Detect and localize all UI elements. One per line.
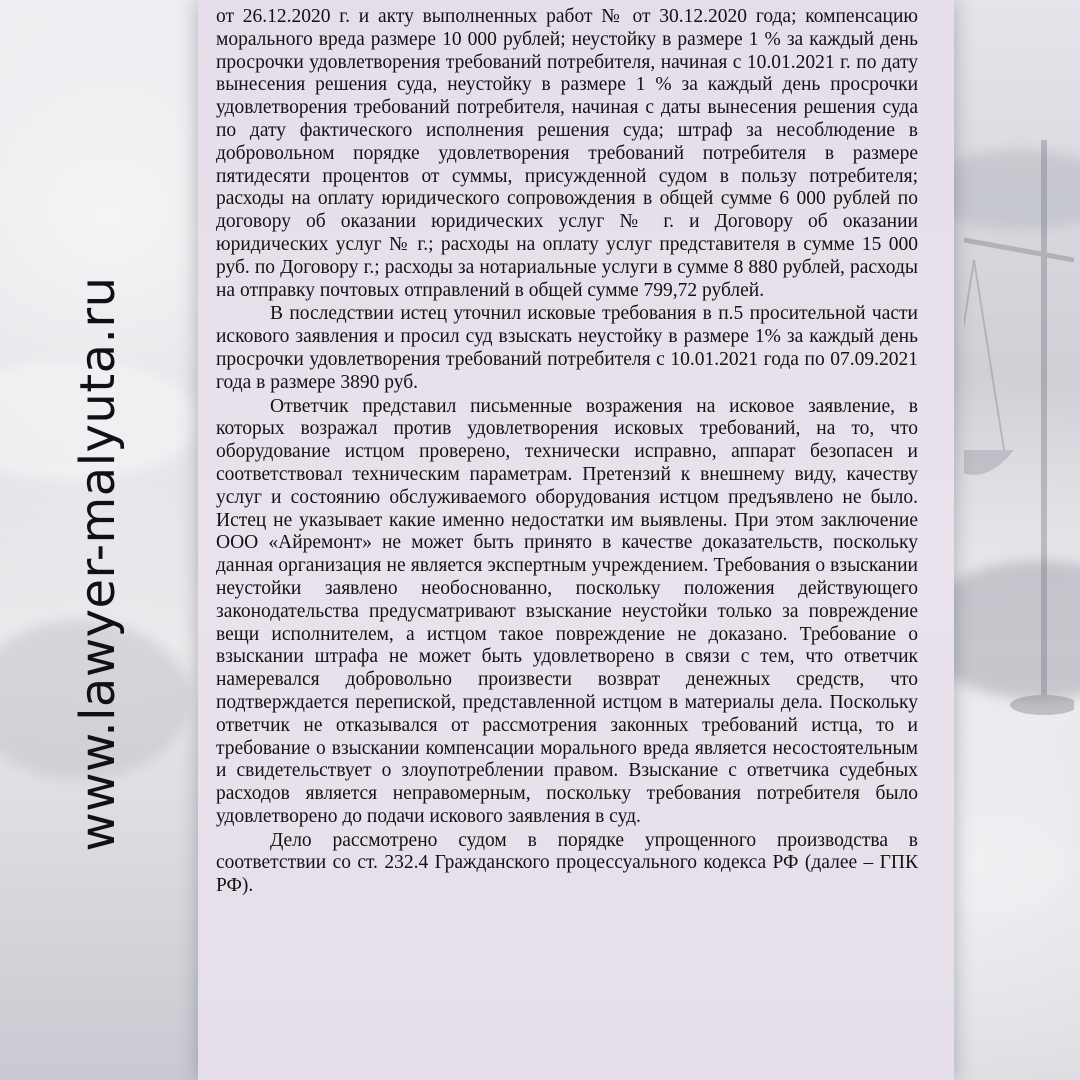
paragraph-defendant-objections: Ответчик представил письменные возражения на исковое заявление, в которых возражал против удовлетворения исковых требований, на то, что оборудование истцом проверено, технически исправно, аппарат безопасен и соответствовал техническим параметрам. Претензий к внешнему виду, качеству услуг и состоянию обслуживаемого оборудования истцом предъявлено не было. Истец не указывает какие именно недостатки им выявлены. При этом заключение ООО «Айремонт» не может быть принято в качестве доказательств, поскольку данная организация не является экспертным учреждением. Требования о взыскании неустойки заявлено необоснованно, поскольку положения действующего законодательства предусматривают взыскание неустойки только за повреждение вещи исполнителем, а истцом такое повреждение не доказано. Требование о взыскании штрафа не может быть удовлетворено в связи с тем, что ответчик намеревался добровольно произвести возврат денежных средств, что подтверждается перепиской, представленной истцом в материалы дела. Поскольку ответчик не отказывался от рассмотрения законных требований истца, то и требование о взыскании компенсации морального вреда является несостоятельным и свидетельствует о злоупотреблении правом. Взыскание с ответчика судебных расходов является неправомерным, поскольку требования потребителя было удовлетворено до подачи искового заявления в суд. — [216, 395, 918, 827]
scales-of-justice-icon — [964, 120, 1074, 720]
website-watermark: www.lawyer-malyuta.ru — [70, 276, 126, 852]
document-body — [216, 6, 918, 899]
court-document-page — [198, 0, 954, 1080]
paragraph-claims-clarification: В последствии истец уточнил исковые требования в п.5 просительной части искового заявления и просил суд взыскать неустойку в размере 1% за каждый день просрочки удовлетворения требований потребителя с 10.01.2021 года по 07.09.2021 года в размере 3890 руб. — [216, 303, 918, 393]
paragraph-claims-continuation: от 26.12.2020 г. и акту выполненных работ № от 30.12.2020 года; компенсацию морального вреда размере 10 000 рублей; неустойку в размере 1 % за каждый день просрочки удовлетворения требований потребителя, начиная с 10.01.2021 г. по дату вынесения решения суда, неустойку в размере 1 % за каждый день просрочки удовлетворения требований потребителя, начиная с даты вынесения решения суда по дату фактического исполнения решения суда; штраф за несоблюдение в добровольном порядке удовлетворения требований потребителя в размере пятидесяти процентов от суммы, присужденной судом в пользу потребителя; расходы на оплату юридического сопровождения в общей сумме 6 000 рублей по договору об оказании юридических услуг № г. и Договору об оказании юридических услуг № г.; расходы на оплату услуг представителя в сумме 15 000 руб. по Договору г.; расходы за нотариальные услуги в сумме 8 880 рублей, расходы на отправку почтовых отправлений в общей сумме 799,72 рублей. — [216, 6, 918, 301]
paragraph-simplified-procedure: Дело рассмотрено судом в порядке упрощенного производства в соответствии со ст. 232.4 Гражданского процессуального кодекса РФ (далее – ГПК РФ). — [216, 829, 918, 897]
